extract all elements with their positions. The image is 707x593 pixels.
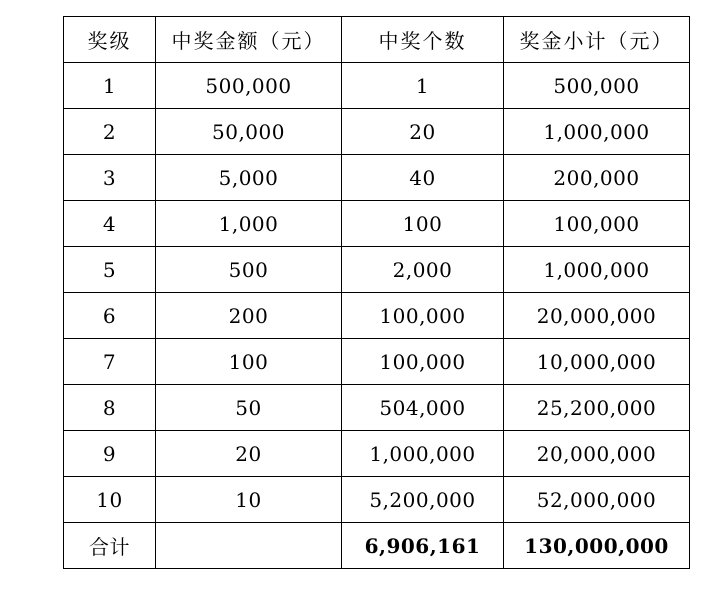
cell-subtotal: 25,200,000 bbox=[504, 385, 690, 431]
cell-count: 20 bbox=[342, 109, 504, 155]
cell-level: 10 bbox=[64, 477, 156, 523]
cell-count: 100 bbox=[342, 201, 504, 247]
cell-level: 4 bbox=[64, 201, 156, 247]
table-row bbox=[64, 293, 690, 339]
cell-level: 5 bbox=[64, 247, 156, 293]
cell-count: 40 bbox=[342, 155, 504, 201]
cell-subtotal: 20,000,000 bbox=[504, 293, 690, 339]
cell-subtotal: 500,000 bbox=[504, 63, 690, 109]
header-prize-subtotal: 奖金小计（元） bbox=[504, 17, 690, 63]
header-prize-level: 奖级 bbox=[64, 17, 156, 63]
cell-amount: 20 bbox=[156, 431, 342, 477]
cell-amount: 50 bbox=[156, 385, 342, 431]
cell-count: 1 bbox=[342, 63, 504, 109]
cell-count: 1,000,000 bbox=[342, 431, 504, 477]
cell-amount: 5,000 bbox=[156, 155, 342, 201]
cell-count: 2,000 bbox=[342, 247, 504, 293]
cell-amount: 500 bbox=[156, 247, 342, 293]
table-row bbox=[64, 155, 690, 201]
cell-count: 5,200,000 bbox=[342, 477, 504, 523]
cell-amount: 1,000 bbox=[156, 201, 342, 247]
cell-amount: 100 bbox=[156, 339, 342, 385]
cell-subtotal: 1,000,000 bbox=[504, 247, 690, 293]
cell-level: 3 bbox=[64, 155, 156, 201]
cell-level: 7 bbox=[64, 339, 156, 385]
table-row bbox=[64, 109, 690, 155]
header-prize-amount: 中奖金额（元） bbox=[156, 17, 342, 63]
cell-count: 100,000 bbox=[342, 339, 504, 385]
cell-subtotal: 100,000 bbox=[504, 201, 690, 247]
cell-count: 100,000 bbox=[342, 293, 504, 339]
cell-level: 9 bbox=[64, 431, 156, 477]
cell-subtotal: 10,000,000 bbox=[504, 339, 690, 385]
table-row bbox=[64, 385, 690, 431]
cell-subtotal: 52,000,000 bbox=[504, 477, 690, 523]
table-row bbox=[64, 339, 690, 385]
table-row bbox=[64, 201, 690, 247]
cell-amount: 50,000 bbox=[156, 109, 342, 155]
total-count: 6,906,161 bbox=[342, 523, 504, 569]
table-row bbox=[64, 247, 690, 293]
table-row bbox=[64, 63, 690, 109]
cell-amount: 200 bbox=[156, 293, 342, 339]
cell-level: 8 bbox=[64, 385, 156, 431]
cell-amount: 10 bbox=[156, 477, 342, 523]
table-row bbox=[64, 477, 690, 523]
total-subtotal: 130,000,000 bbox=[504, 523, 690, 569]
prize-table bbox=[63, 16, 690, 569]
cell-level: 6 bbox=[64, 293, 156, 339]
total-label: 合计 bbox=[64, 523, 156, 569]
table-row bbox=[64, 431, 690, 477]
total-amount bbox=[156, 523, 342, 569]
header-row bbox=[64, 17, 690, 63]
cell-subtotal: 200,000 bbox=[504, 155, 690, 201]
cell-amount: 500,000 bbox=[156, 63, 342, 109]
cell-level: 1 bbox=[64, 63, 156, 109]
cell-count: 504,000 bbox=[342, 385, 504, 431]
cell-subtotal: 20,000,000 bbox=[504, 431, 690, 477]
total-row bbox=[64, 523, 690, 569]
cell-subtotal: 1,000,000 bbox=[504, 109, 690, 155]
cell-level: 2 bbox=[64, 109, 156, 155]
header-winner-count: 中奖个数 bbox=[342, 17, 504, 63]
